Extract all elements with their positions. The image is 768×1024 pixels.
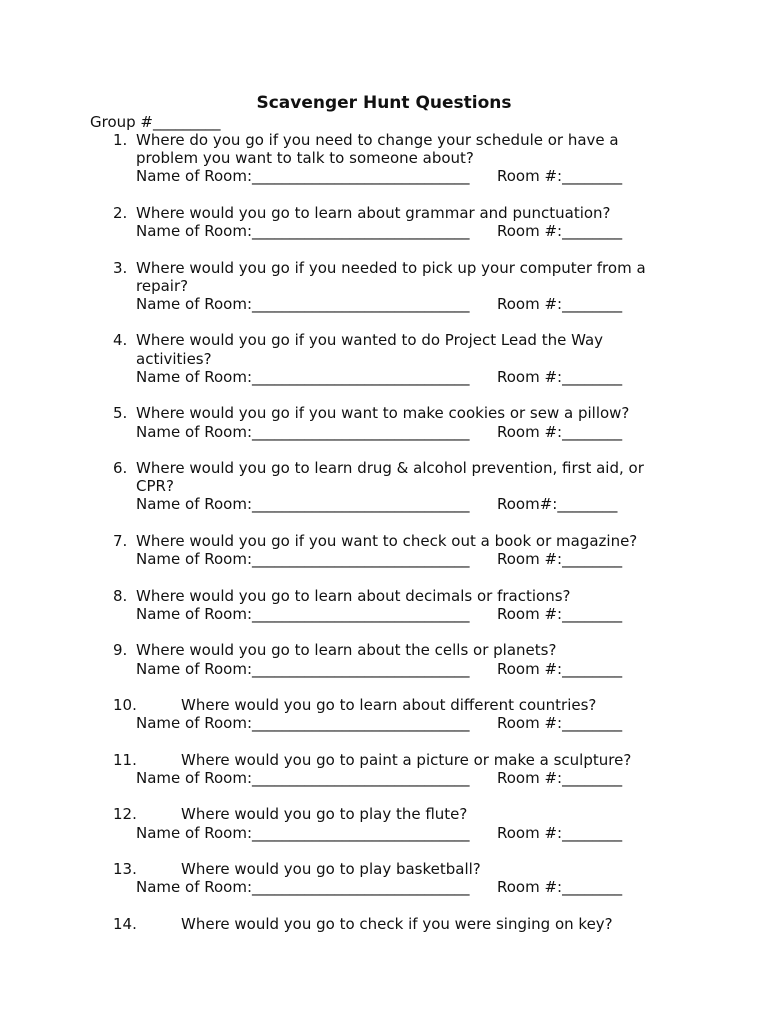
- question-number: 8.: [113, 586, 128, 605]
- question-item: [0, 131, 768, 186]
- question-number: 14.: [113, 914, 137, 933]
- answer-line: [136, 222, 768, 240]
- question-item: [0, 331, 768, 386]
- room-number-field[interactable]: Room #:________: [497, 367, 623, 386]
- room-number-field[interactable]: Room #:________: [497, 294, 623, 313]
- question-item: [0, 751, 768, 787]
- answer-line: [136, 824, 768, 842]
- question-text: Where would you go to learn about the cells or planets?: [136, 641, 557, 660]
- room-name-field[interactable]: Name of Room:_____________________________: [136, 294, 470, 313]
- answer-line: [136, 423, 768, 441]
- question-text: Where would you go to learn drug & alcohol prevention, first aid, or CPR?: [136, 459, 644, 496]
- room-name-field[interactable]: Name of Room:_____________________________: [136, 222, 470, 241]
- room-name-field[interactable]: Name of Room:_____________________________: [136, 659, 470, 678]
- question-text: Where would you go to check if you were singing on key?: [181, 914, 613, 933]
- question-text: Where would you go if you want to check out a book or magazine?: [136, 531, 638, 550]
- question-text: Where would you go if you want to make cookies or sew a pillow?: [136, 404, 630, 423]
- room-name-field[interactable]: Name of Room:_____________________________: [136, 823, 470, 842]
- question-number: 2.: [113, 203, 128, 222]
- answer-line: [136, 167, 768, 185]
- room-name-field[interactable]: Name of Room:_____________________________: [136, 167, 470, 186]
- answer-line: [136, 368, 768, 386]
- question-text: Where would you go to learn about different countries?: [181, 696, 597, 714]
- question-number: 6.: [113, 459, 128, 478]
- question-number: 3.: [113, 258, 128, 277]
- question-item: [0, 259, 768, 314]
- group-number-field[interactable]: Group #_________: [90, 113, 221, 131]
- room-name-field[interactable]: Name of Room:_____________________________: [136, 878, 470, 897]
- question-text: Where would you go to learn about decimals or fractions?: [136, 586, 571, 605]
- room-number-field[interactable]: Room #:________: [497, 659, 623, 678]
- room-name-field[interactable]: Name of Room:_____________________________: [136, 422, 470, 441]
- question-item: [0, 587, 768, 623]
- question-number: 13.: [113, 860, 137, 879]
- room-number-field[interactable]: Room #:________: [497, 167, 623, 186]
- question-item: [0, 696, 768, 732]
- room-name-field[interactable]: Name of Room:_____________________________: [136, 550, 470, 569]
- question-text: Where would you go to learn about grammar and punctuation?: [136, 203, 611, 222]
- question-item: [0, 404, 768, 440]
- answer-line: [136, 495, 768, 513]
- answer-line: [136, 295, 768, 313]
- question-item: [0, 532, 768, 568]
- question-number: 5.: [113, 404, 128, 423]
- answer-line: [136, 605, 768, 623]
- room-name-field[interactable]: Name of Room:_____________________________: [136, 768, 470, 787]
- answer-line: [136, 714, 768, 732]
- answer-line: [136, 878, 768, 896]
- question-number: 11.: [113, 750, 137, 769]
- room-number-field[interactable]: Room #:________: [497, 823, 623, 842]
- room-number-field[interactable]: Room#:________: [497, 495, 618, 514]
- question-text: Where would you go to play the flute?: [181, 805, 468, 824]
- question-number: 4.: [113, 331, 128, 350]
- question-item: [0, 641, 768, 677]
- question-text: Where would you go to play basketball?: [181, 860, 481, 879]
- room-number-field[interactable]: Room #:________: [497, 714, 623, 733]
- room-name-field[interactable]: Name of Room:_____________________________: [136, 495, 470, 514]
- question-item: [0, 860, 768, 896]
- room-number-field[interactable]: Room #:________: [497, 768, 623, 787]
- answer-line: [136, 769, 768, 787]
- question-number: 7.: [113, 531, 128, 550]
- question-text: Where do you go if you need to change your schedule or have a problem you want to talk to someone about?: [136, 131, 619, 168]
- room-name-field[interactable]: Name of Room:_____________________________: [136, 604, 470, 623]
- question-item: [0, 915, 768, 933]
- question-number: 1.: [113, 131, 128, 149]
- room-number-field[interactable]: Room #:________: [497, 878, 623, 897]
- question-number: 12.: [113, 805, 137, 824]
- answer-line: [136, 550, 768, 568]
- page-title: Scavenger Hunt Questions: [256, 93, 512, 113]
- room-number-field[interactable]: Room #:________: [497, 604, 623, 623]
- answer-line: [136, 660, 768, 678]
- room-name-field[interactable]: Name of Room:_____________________________: [136, 714, 470, 733]
- question-list: [0, 131, 768, 951]
- question-item: [0, 459, 768, 514]
- question-number: 9.: [113, 641, 128, 660]
- question-text: Where would you go to paint a picture or make a sculpture?: [181, 750, 632, 769]
- question-text: Where would you go if you wanted to do Project Lead the Way activities?: [136, 331, 604, 368]
- room-number-field[interactable]: Room #:________: [497, 222, 623, 241]
- room-number-field[interactable]: Room #:________: [497, 550, 623, 569]
- question-number: 10.: [113, 696, 137, 714]
- room-number-field[interactable]: Room #:________: [497, 422, 623, 441]
- room-name-field[interactable]: Name of Room:_____________________________: [136, 367, 470, 386]
- question-item: [0, 204, 768, 240]
- question-text: Where would you go if you needed to pick up your computer from a repair?: [136, 258, 646, 295]
- question-item: [0, 805, 768, 841]
